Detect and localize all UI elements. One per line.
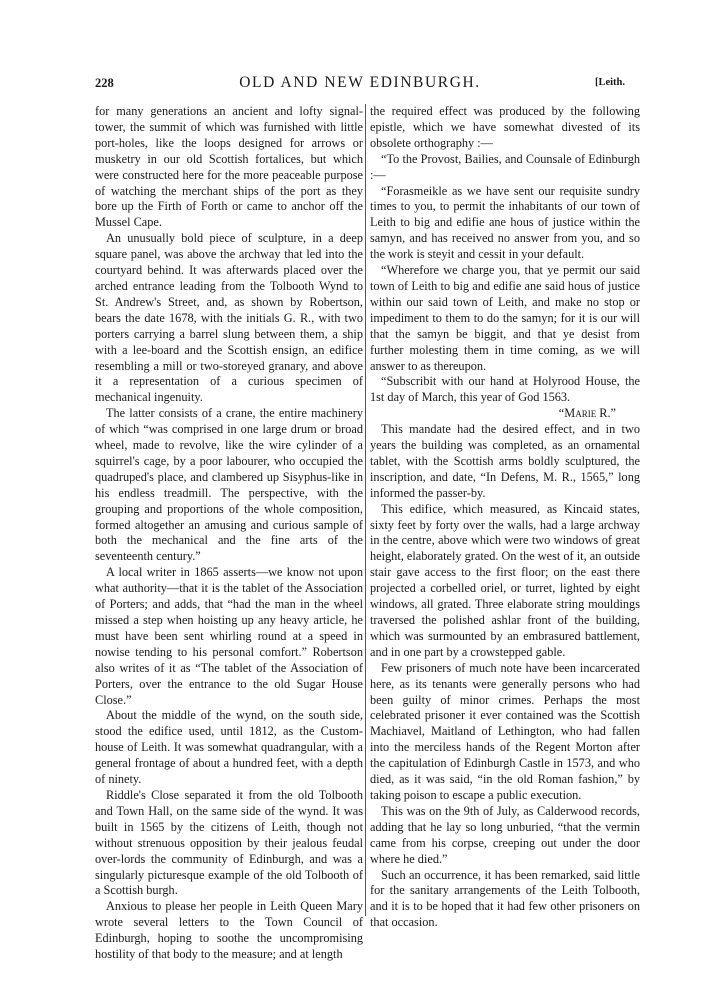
- paragraph: Riddle's Close separated it from the old Tolbooth and Town Hall, on the same side of the wynd. It was built in 1565 by the citizens of Leith, though not without strenuous opposition by their jealous feudal over-lords the community of Edinburgh, and was a singularly picturesque example of the old Tolbooth of a Scottish burgh.: [95, 787, 363, 898]
- paragraph: Such an occurrence, it has been remarked, said little for the sanitary arrangements of the Leith Tolbooth, and it is to be hoped that it had few other prisoners on that occasion.: [370, 867, 640, 930]
- paragraph: This edifice, which measured, as Kincaid states, sixty feet by forty over the walls, had a large archway in the centre, above which were two windows of great height, elaborately grated. On the west of it, an outside stair gave access to the first floor; on the east there projected a corbelled oriel, or turret, lighted by eight windows, all grated. Three elaborate string mouldings traversed the polished ashlar front of the building, which was surmounted by an embrasured battlement, and in one part by a crowstepped gable.: [370, 501, 640, 659]
- left-column: [95, 104, 363, 963]
- paragraph: for many generations an ancient and lofty signal-tower, the summit of which was furnished with little port-holes, like the loops designed for arrows or musketry in our old Scottish fortalices, but which were constructed here for the more peaceable purpose of watching the merchant ships of the port as they bore up the Firth of Forth or came to anchor off the Mussel Cape.: [95, 104, 363, 230]
- column-divider: [365, 104, 366, 916]
- paragraph: “Wherefore we charge you, that ye permit our said town of Leith to big and edifie ane said hous of justice within our said town of Leith, and make no stop or impediment to them to do the samyn; for it is our will that the samyn be biggit, and that ye desist from further molesting them in time coming, as we will answer to as thereupon.: [370, 263, 640, 373]
- paragraph: About the middle of the wynd, on the south side, stood the edifice used, until 1812, as the Custom-house of Leith. It was somewhat quadrangular, with a general frontage of about a hundred feet, with a depth of ninety.: [95, 708, 363, 787]
- paragraph: “Forasmeikle as we have sent our requisite sundry times to you, to permit the inhabitants of our town of Leith to big and edifie ane hous of justice within the samyn, and has received no answer from you, and so the work is steyit and cessit in your default.: [370, 183, 640, 262]
- paragraph: The latter consists of a crane, the entire machinery of which “was comprised in one large drum or broad wheel, made to revolve, like the wire cylinder of a squirrel's cage, by a poor labourer, who occupied the quadruped's place, and clambered up Sisyphus-like in his endless treadmill. The perspective, with the grouping and proportions of the whole composition, formed altogether an amusing and curious sample of both the mechanical and the fine arts of the seventeenth century.”: [95, 406, 363, 564]
- paragraph: This was on the 9th of July, as Calderwood records, adding that he lay so long unburied, “that the vermin came from his corpse, creeping out under the door where he died.”: [370, 803, 640, 866]
- paragraph: Few prisoners of much note have been incarcerated here, as its tenants were generally persons who had been guilty of minor crimes. Perhaps the most celebrated prisoner it ever contained was the Scottish Machiavel, Maitland of Lethington, who had fallen into the merciless hands of the Regent Morton after the capitulation of Edinburgh Castle in 1573, and who died, as it was said, “in the old Roman fashion,” by taking poison to escape a public execution.: [370, 660, 640, 802]
- paragraph: This mandate had the desired effect, and in two years the building was completed, as an ornamental tablet, with the Scottish arms boldly sculptured, the inscription, and date, “In Defens, M. R., 1565,” long informed the passer-by.: [370, 422, 640, 500]
- paragraph: Anxious to please her people in Leith Queen Mary wrote several letters to the Town Council of Edinburgh, hoping to soothe the uncompromising hostility of that body to the measure; and at length: [95, 899, 363, 962]
- paragraph: “To the Provost, Bailies, and Counsale of Edinburgh :—: [370, 151, 640, 182]
- paragraph: “Subscribit with our hand at Holyrood House, the 1st day of March, this year of God 1563.: [370, 374, 640, 405]
- right-column: [370, 104, 640, 931]
- paragraph: An unusually bold piece of sculpture, in a deep square panel, was above the archway that led into the courtyard behind. It was afterwards placed over the arched entrance leading from the Tolbooth Wynd to St. Andrew's Street, and, as shown by Robertson, bears the date 1678, with the initials G. R., with two porters carrying a barrel slung between them, a ship with a lee-board and the Scottish ensign, an edifice resembling a mill or two-storeyed granary, and above it a representation of a curious specimen of mechanical ingenuity.: [95, 231, 363, 405]
- signature-line: “Marie R.”: [558, 406, 616, 421]
- paragraph: the required effect was produced by the following epistle, which we have somewhat divested of its obsolete orthography :—: [370, 104, 640, 150]
- section-tag: [Leith.: [594, 77, 625, 88]
- page-number: 228: [95, 76, 114, 90]
- running-title: OLD AND NEW EDINBURGH.: [239, 74, 481, 91]
- page-header: [95, 76, 625, 96]
- paragraph: A local writer in 1865 asserts—we know not upon what authority—that it is the tablet of the Association of Porters; and adds, that “had the man in the wheel missed a step when hoisting up any heavy article, he must have been sent whirling round at a speed in nowise tending to his personal comfort.” Robertson also writes of it as “The tablet of the Association of Porters, over the entrance to the old Sugar House Close.”: [95, 565, 363, 707]
